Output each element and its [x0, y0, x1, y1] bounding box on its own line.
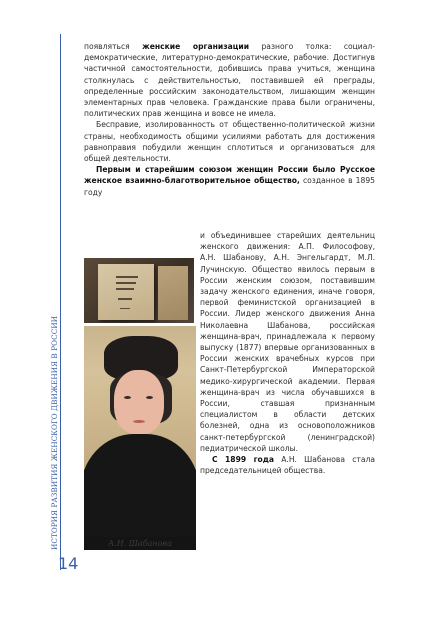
side-running-title: ИСТОРИЯ РАЗВИТИЯ ЖЕНСКОГО ДВИЖЕНИЯ В РОССИИ — [50, 315, 59, 550]
bold-year: С 1899 года — [212, 455, 275, 465]
paragraph-3: Первым и старейшим союзом женщин России было Русское женское взаимно-благотворительное общество, созданное в 1895 году — [84, 165, 375, 197]
photo-caption: А.Н. Шабанова — [84, 537, 196, 550]
book-cover — [98, 264, 154, 320]
bold-term: женские организации — [142, 42, 250, 51]
bold-society-name: Первым и старейшим союзом женщин России было Русское женское взаимно-благотворительное общество, — [84, 165, 375, 186]
page-number: 14 — [58, 554, 79, 573]
book-page — [158, 266, 188, 320]
paragraph-2: Бесправие, изолированность от общественно-политической жизни страны, необходимость общими усилиями работать для достижения равноправия побудили женщин сплотиться и организоваться для общей деятельности. — [84, 120, 375, 164]
right-paragraph-1: и объединившее старейших деятельниц женского движения: А.П. Философову, А.Н. Шабанову, А.Н. Энгельгардт, М.Л. Лучинскую. Общество явилось первым в России женским союзом, поставившим задачу женского единения, иначе говоря, первой феминистской организацией в России. Лидер женского движения Анна Николаевна Шабанова, российская женщина-врач, принадлежала к первому выпуску (1877) впервые организованных в России женских врачебных курсов при Санкт-Петербургской Императорской медико-хирургической академии. Первая женщина-врач из числа обучавшихся в России, ставшая признанным специалистом в области детских болезней, одна из основоположников санкт-петербургской (ленинградской) педиатрической школы. — [200, 231, 375, 453]
book-photo — [84, 258, 194, 323]
right-column-text — [200, 230, 375, 476]
right-paragraph-2: С 1899 года А.Н. Шабанова стала председательницей общества. — [200, 455, 375, 476]
paragraph-1: появляться женские организации разного толка: социал-демократические, литературно-демократические, рабочие. Достигнув частичной самостоятельности, добившись права учиться, женщина столкнулась с действительностью, поставившей ей преграды, определенные российским законодательством, лишающим женщин элементарных прав человека. Гражданские права были ограничены, политических прав женщина и вовсе не имела. — [84, 42, 375, 119]
margin-rule — [60, 34, 61, 570]
portrait-photo — [84, 326, 196, 550]
top-text-block — [84, 41, 375, 198]
